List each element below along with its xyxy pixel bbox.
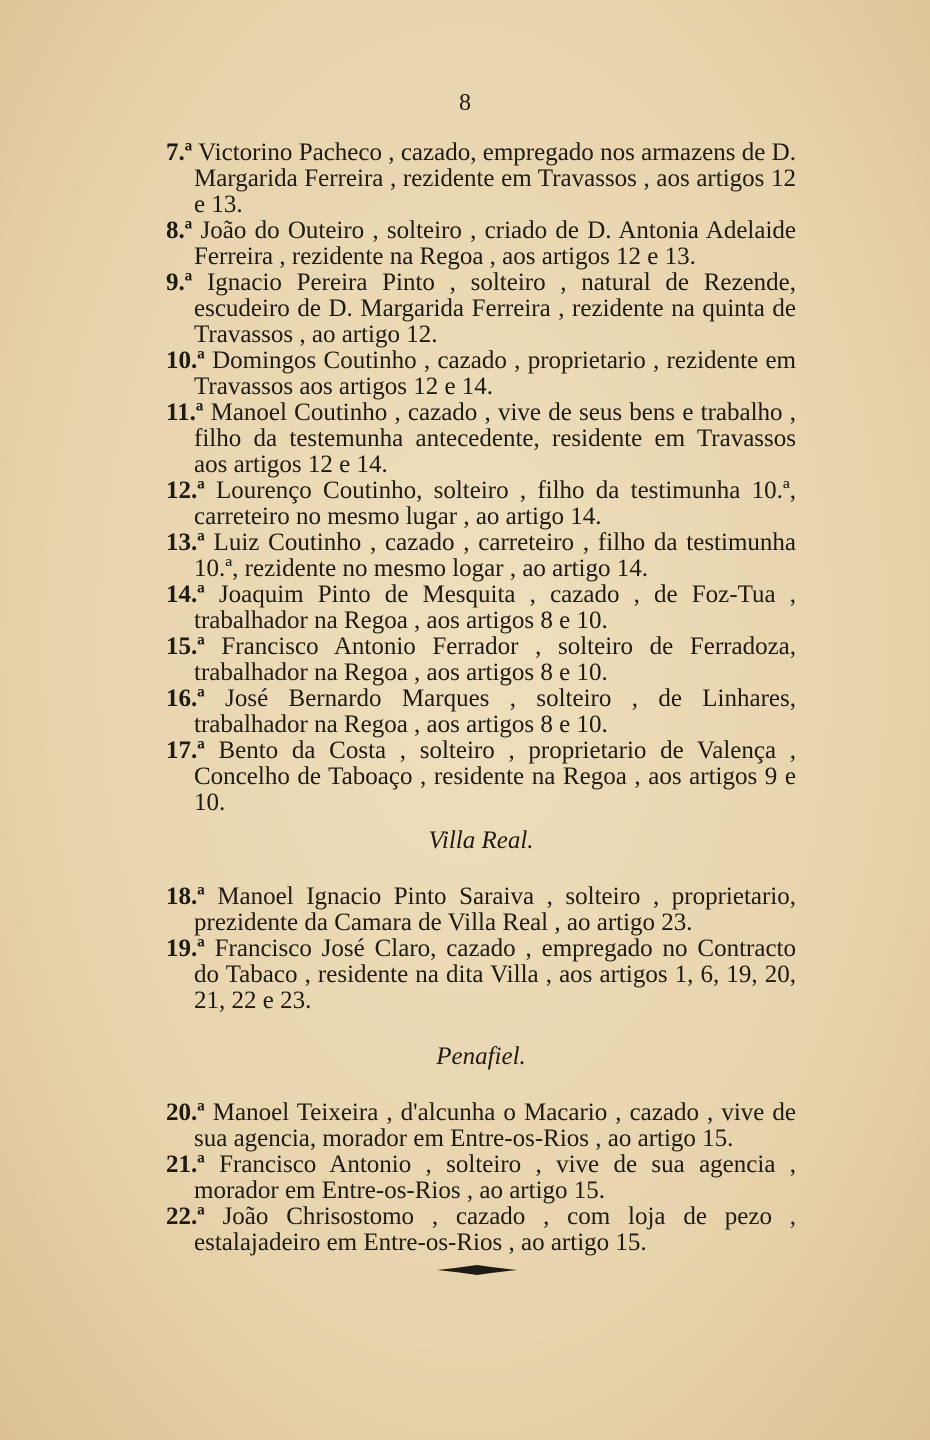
entry-number: 22.ª — [166, 1203, 205, 1230]
entry-text: Manoel Coutinho , cazado , vive de seus bens e trabalho , filho da testemunha antecedente, residente em Travassos aos artigos 12 e 14. — [194, 399, 797, 478]
witness-entry — [166, 1204, 796, 1256]
entry-text: Francisco José Claro, cazado , empregado no Contracto do Tabaco , residente na dita Villa , aos artigos 1, 6, 19, 20, 21, 22 e 23. — [194, 935, 796, 1014]
entry-number: 21.ª — [166, 1151, 205, 1178]
entry-text: João do Outeiro , solteiro , criado de D. Antonia Adelaide Ferreira , rezidente na Regoa , aos artigos 12 e 13. — [194, 217, 797, 270]
section-heading-penafiel: Penafiel. — [436, 1043, 526, 1070]
witness-list-penafiel — [166, 1100, 796, 1256]
witness-entry — [166, 218, 796, 270]
entry-text: José Bernardo Marques , solteiro , de Linhares, trabalhador na Regoa , aos artigos 8 e 10. — [194, 685, 796, 738]
witness-entry — [166, 884, 796, 936]
entry-text: Ignacio Pereira Pinto , solteiro , natural de Rezende, escudeiro de D. Margarida Ferreira , rezidente na quinta de Travassos , ao artigo 12. — [194, 269, 796, 348]
entry-number: 7.ª — [166, 139, 193, 166]
entry-text: Francisco Antonio , solteiro , vive de sua agencia , morador em Entre-os-Rios , ao artigo 15. — [194, 1151, 797, 1204]
entry-text: Joaquim Pinto de Mesquita , cazado , de Foz-Tua , trabalhador na Regoa , aos artigos 8 e 10. — [194, 581, 796, 634]
witness-entry — [166, 348, 796, 400]
entry-text: Bento da Costa , solteiro , proprietario de Valença , Concelho de Taboaço , residente na Regoa , aos artigos 9 e 10. — [194, 737, 796, 816]
entry-text: Manoel Ignacio Pinto Saraiva , solteiro , proprietario, prezidente da Camara de Villa Real , ao artigo 23. — [194, 883, 797, 936]
witness-entry — [166, 478, 796, 530]
entry-number: 15.ª — [166, 633, 205, 660]
entry-number: 13.ª — [166, 529, 205, 556]
page-content — [166, 140, 796, 1256]
entry-number: 9.ª — [166, 269, 193, 296]
entry-text: Francisco Antonio Ferrador , solteiro de Ferradoza, trabalhador na Regoa , aos artigos 8 e 10. — [194, 633, 797, 686]
entry-number: 17.ª — [166, 737, 205, 764]
witness-entry — [166, 400, 796, 478]
entry-number: 10.ª — [166, 347, 205, 374]
entry-text: Lourenço Coutinho, solteiro , filho da testimunha 10.ª, carreteiro no mesmo lugar , ao artigo 14. — [194, 477, 796, 530]
entry-text: Victorino Pacheco , cazado, empregado nos armazens de D. Margarida Ferreira , rezidente em Travassos , aos artigos 12 e 13. — [194, 139, 796, 218]
entry-text: Manoel Teixeira , d'alcunha o Macario , cazado , vive de sua agencia, morador em Entre-os-Rios , ao artigo 15. — [194, 1099, 796, 1152]
entry-text: Luiz Coutinho , cazado , carreteiro , filho da testimunha 10.ª, rezidente no mesmo logar , ao artigo 14. — [194, 529, 796, 582]
witness-entry — [166, 1152, 796, 1204]
page-number: 8 — [459, 90, 471, 116]
entry-text: João Chrisostomo , cazado , com loja de pezo , estalajadeiro em Entre-os-Rios , ao artigo 15. — [194, 1203, 797, 1256]
entry-number: 18.ª — [166, 883, 205, 910]
witness-entry — [166, 140, 796, 218]
witness-entry — [166, 582, 796, 634]
witness-entry — [166, 1100, 796, 1152]
witness-list-main — [166, 140, 796, 816]
witness-entry — [166, 270, 796, 348]
witness-entry — [166, 936, 796, 1014]
witness-entry — [166, 738, 796, 816]
entry-number: 11.ª — [166, 399, 204, 426]
witness-entry — [166, 530, 796, 582]
entry-number: 8.ª — [166, 217, 193, 244]
section-heading-villa-real: Villa Real. — [428, 827, 534, 854]
entry-number: 19.ª — [166, 935, 205, 962]
entry-number: 12.ª — [166, 477, 205, 504]
entry-number: 16.ª — [166, 685, 205, 712]
entry-number: 14.ª — [166, 581, 205, 608]
witness-list-villa-real — [166, 884, 796, 1014]
entry-number: 20.ª — [166, 1099, 205, 1126]
witness-entry — [166, 686, 796, 738]
end-ornament-icon — [437, 1262, 517, 1278]
entry-text: Domingos Coutinho , cazado , proprietario , rezidente em Travassos aos artigos 12 e 14. — [194, 347, 797, 400]
witness-entry — [166, 634, 796, 686]
